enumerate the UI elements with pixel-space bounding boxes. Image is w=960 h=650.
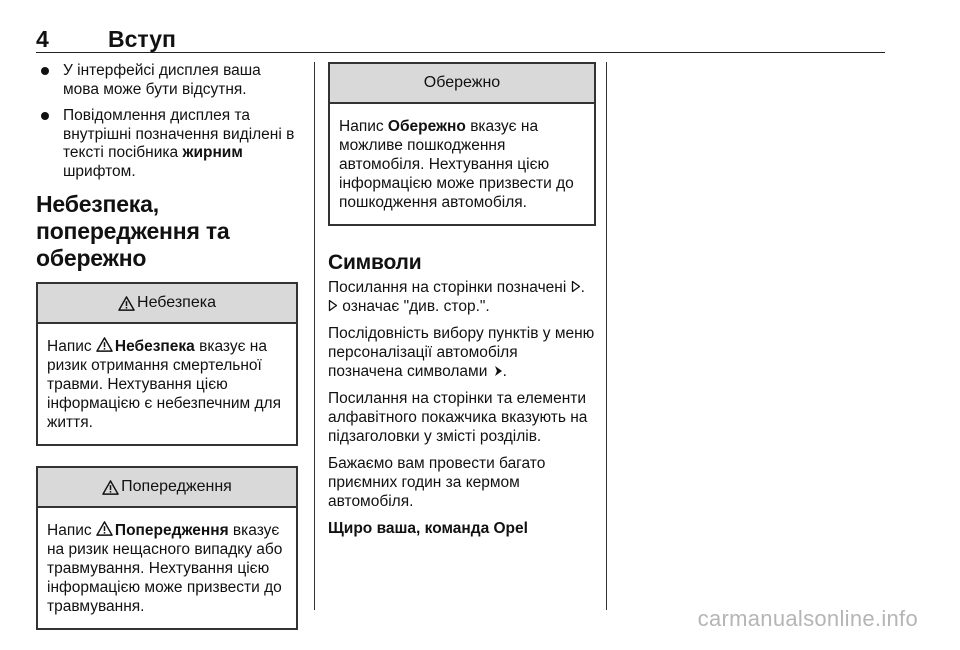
- watermark: carmanualsonline.info: [697, 606, 918, 631]
- caution-box-title: Обережно: [330, 64, 594, 104]
- page-header: [36, 26, 885, 53]
- signature: Щиро ваша, команда Opel: [328, 520, 528, 537]
- middle-column: [328, 62, 596, 546]
- safety-heading: Небезпека, попередження та обережно: [36, 191, 230, 271]
- symbols-paragraph: Посилання на сторінки позначені . означає "див. стор.".: [328, 279, 585, 315]
- menu-arrow-icon: [494, 365, 503, 377]
- page-reference-icon: [328, 299, 338, 312]
- column-divider: [314, 62, 315, 610]
- list-item: Повідомлення дисплея та внутрішні позначення виділені в тексті посібника жирним шрифтом.: [36, 107, 298, 181]
- symbols-paragraph: Посилання на сторінки та елементи алфавітного покажчика вказують на підзаголовки у змісті розділів.: [328, 390, 588, 445]
- symbols-paragraph: Бажаємо вам провести багато приємних годин за кермом автомобіля.: [328, 455, 546, 510]
- bullet-icon: [41, 67, 49, 75]
- danger-box: [36, 282, 298, 446]
- left-column: [36, 62, 298, 650]
- page-reference-icon: [571, 280, 581, 293]
- symbols-heading: Символи: [328, 251, 422, 274]
- warning-box-body: Напис Попередження вказує на ризик нещасного випадку або травмування. Нехтування цією інформацією може призвести до травмування.: [47, 522, 283, 615]
- warning-box-title: Попередження: [38, 468, 296, 508]
- page-number: 4: [36, 26, 49, 52]
- bullet-icon: [41, 112, 49, 120]
- danger-box-title: Небезпека: [38, 284, 296, 324]
- warning-triangle-icon: [96, 337, 113, 352]
- warning-triangle-icon: [118, 296, 135, 311]
- danger-box-body: Напис Небезпека вказує на ризик отримання смертельної травми. Нехтування цією інформацією є небезпечним для життя.: [47, 338, 281, 431]
- warning-triangle-icon: [96, 521, 113, 536]
- caution-box-body: Напис Обережно вказує на можливе пошкодження автомобіля. Нехтування цією інформацією може призвести до пошкодження автомобіля.: [339, 118, 574, 211]
- warning-triangle-icon: [102, 480, 119, 495]
- list-item: У інтерфейсі дисплея ваша мова може бути відсутня.: [36, 62, 298, 99]
- bullet-list: [36, 62, 298, 181]
- section-title: Вступ: [108, 26, 176, 52]
- caution-box: [328, 62, 596, 226]
- warning-box: [36, 466, 298, 630]
- symbols-paragraph: Послідовність вибору пунктів у меню персоналізації автомобіля позначена символами .: [328, 325, 595, 380]
- column-divider: [606, 62, 607, 610]
